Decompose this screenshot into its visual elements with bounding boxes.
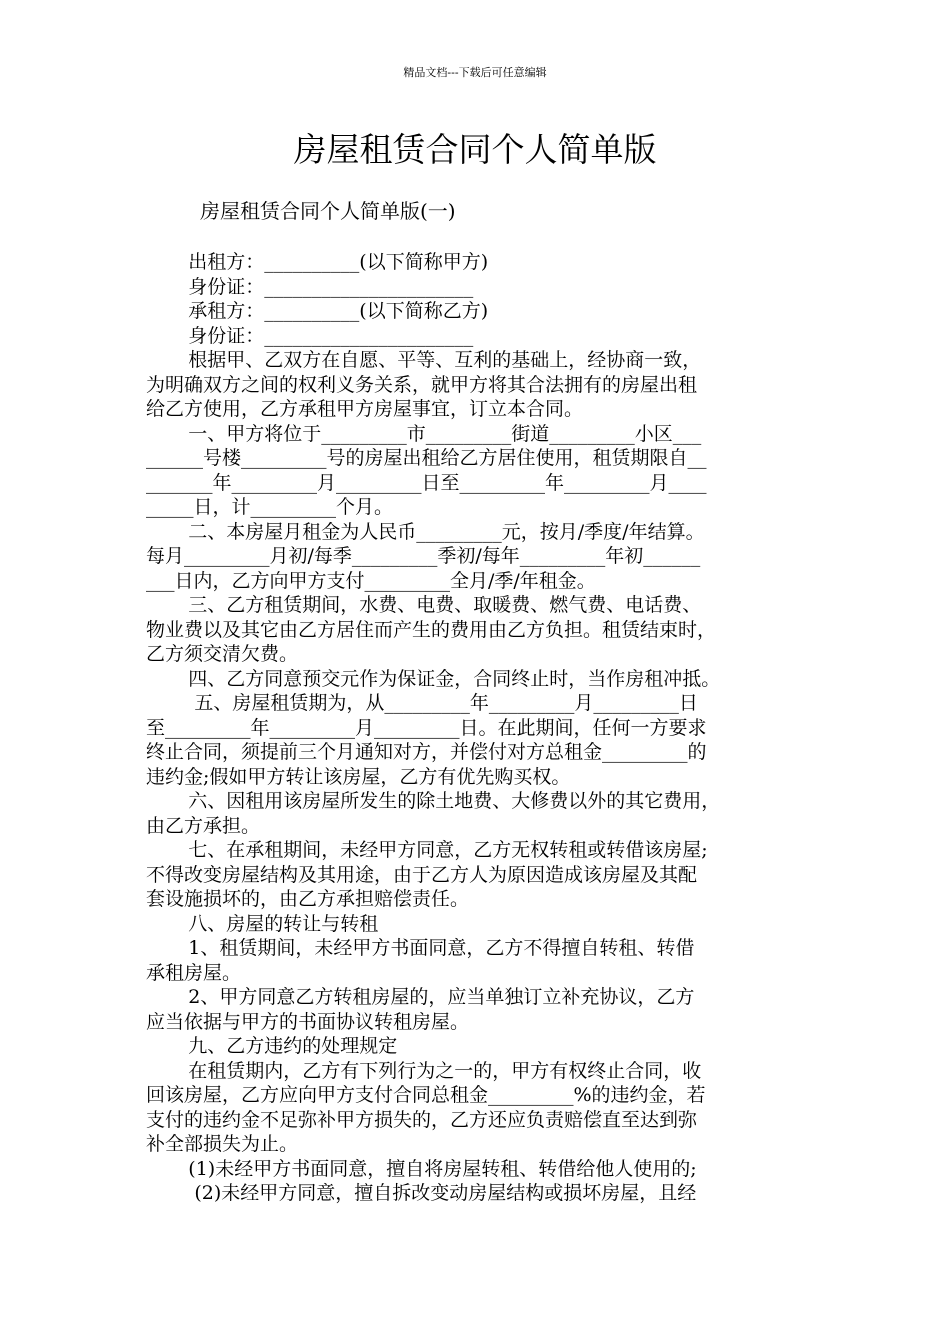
contract-line: 九、乙方违约的处理规定 [146, 1035, 398, 1057]
page-header-note: 精品文档---下载后可任意编辑 [403, 66, 547, 79]
contract-line: ___日内，乙方向甲方支付_________全月/季/年租金。 [146, 569, 596, 592]
contract-line: 六、因租用该房屋所发生的除土地费、大修费以外的其它费用， [146, 790, 721, 812]
contract-line: 八、房屋的转让与转租 [146, 912, 379, 935]
document-subtitle: 房屋租赁合同个人简单版(一) [200, 199, 456, 223]
contract-line: (2)未经甲方同意，擅自拆改变动房屋结构或损坏房屋，且经 [146, 1182, 697, 1204]
contract-line: 不得改变房屋结构及其用途，由于乙方人为原因造成该房屋及其配 [146, 863, 698, 886]
contract-line: 身份证：______________________ [146, 275, 474, 298]
contract-line: 三、乙方租赁期间，水费、电费、取暖费、燃气费、电话费、 [146, 594, 702, 616]
contract-line: 违约金;假如甲方转让该房屋，乙方有优先购买权。 [146, 765, 571, 788]
contract-line: 乙方须交清欠费。 [146, 643, 299, 665]
contract-line: 在租赁期内，乙方有下列行为之一的，甲方有权终止合同，收 [146, 1059, 702, 1082]
contract-line: 根据甲、乙双方在自愿、平等、互利的基础上，经协商一致， [146, 349, 702, 371]
contract-line: 承租房屋。 [146, 961, 242, 984]
contract-line: 每月_________月初/每季_________季初/每年_________年初______ [146, 545, 701, 567]
contract-line: 二、本房屋月租金为人民币_________元，按月/季度/年结算。 [146, 520, 705, 543]
contract-line: 给乙方使用，乙方承租甲方房屋事宜，订立本合同。 [146, 398, 584, 420]
contract-line: _______年_________月_________日至_________年_________月____ [146, 471, 707, 494]
contract-line: 七、在承租期间，未经甲方同意，乙方无权转租或转借该房屋; [146, 839, 708, 861]
contract-line: 至_________年_________月_________日。在此期间，任何一方要求 [146, 716, 707, 739]
document-title: 房屋租赁合同个人简单版 [293, 130, 657, 169]
contract-line: 应当依据与甲方的书面协议转租房屋。 [146, 1010, 470, 1033]
contract-line: 出租方：__________(以下简称甲方) [146, 251, 489, 273]
contract-line: 一、甲方将位于_________市_________街道_________小区___ [146, 422, 702, 445]
contract-line: ______号楼_________号的房屋出租给乙方居住使用，租赁期限自__ [146, 447, 707, 469]
contract-line: 终止合同，须提前三个月通知对方，并偿付对方总租金_________的 [146, 741, 707, 763]
contract-body [146, 250, 836, 1206]
contract-line: 五、房屋租赁期为，从_________年_________月_________日 [146, 692, 698, 714]
contract-line: 支付的违约金不足弥补甲方损失的，乙方还应负责赔偿直至达到弥 [146, 1108, 698, 1131]
contract-line: 2、甲方同意乙方转租房屋的，应当单独订立补充协议，乙方 [146, 986, 695, 1008]
contract-line: _____日，计_________个月。 [146, 496, 394, 518]
contract-line: 由乙方承担。 [146, 814, 261, 837]
contract-line: 1、租赁期间，未经甲方书面同意，乙方不得擅自转租、转借 [146, 937, 695, 959]
contract-line: 套设施损坏的，由乙方承担赔偿责任。 [146, 888, 470, 910]
contract-line: 补全部损失为止。 [146, 1133, 299, 1155]
contract-line: 承租方：__________(以下简称乙方) [146, 300, 489, 322]
contract-line: 四、乙方同意预交元作为保证金，合同终止时，当作房租冲抵。 [146, 667, 721, 690]
contract-line: 为明确双方之间的权利义务关系，就甲方将其合法拥有的房屋出租 [146, 373, 698, 396]
contract-line: (1)未经甲方书面同意，擅自将房屋转租、转借给他人使用的; [146, 1157, 697, 1180]
contract-line: 物业费以及其它由乙方居住而产生的费用由乙方负担。租赁结束时， [146, 618, 717, 641]
contract-line: 身份证：______________________ [146, 324, 474, 347]
contract-line: 回该房屋，乙方应向甲方支付合同总租金_________%的违约金，若 [146, 1084, 706, 1106]
